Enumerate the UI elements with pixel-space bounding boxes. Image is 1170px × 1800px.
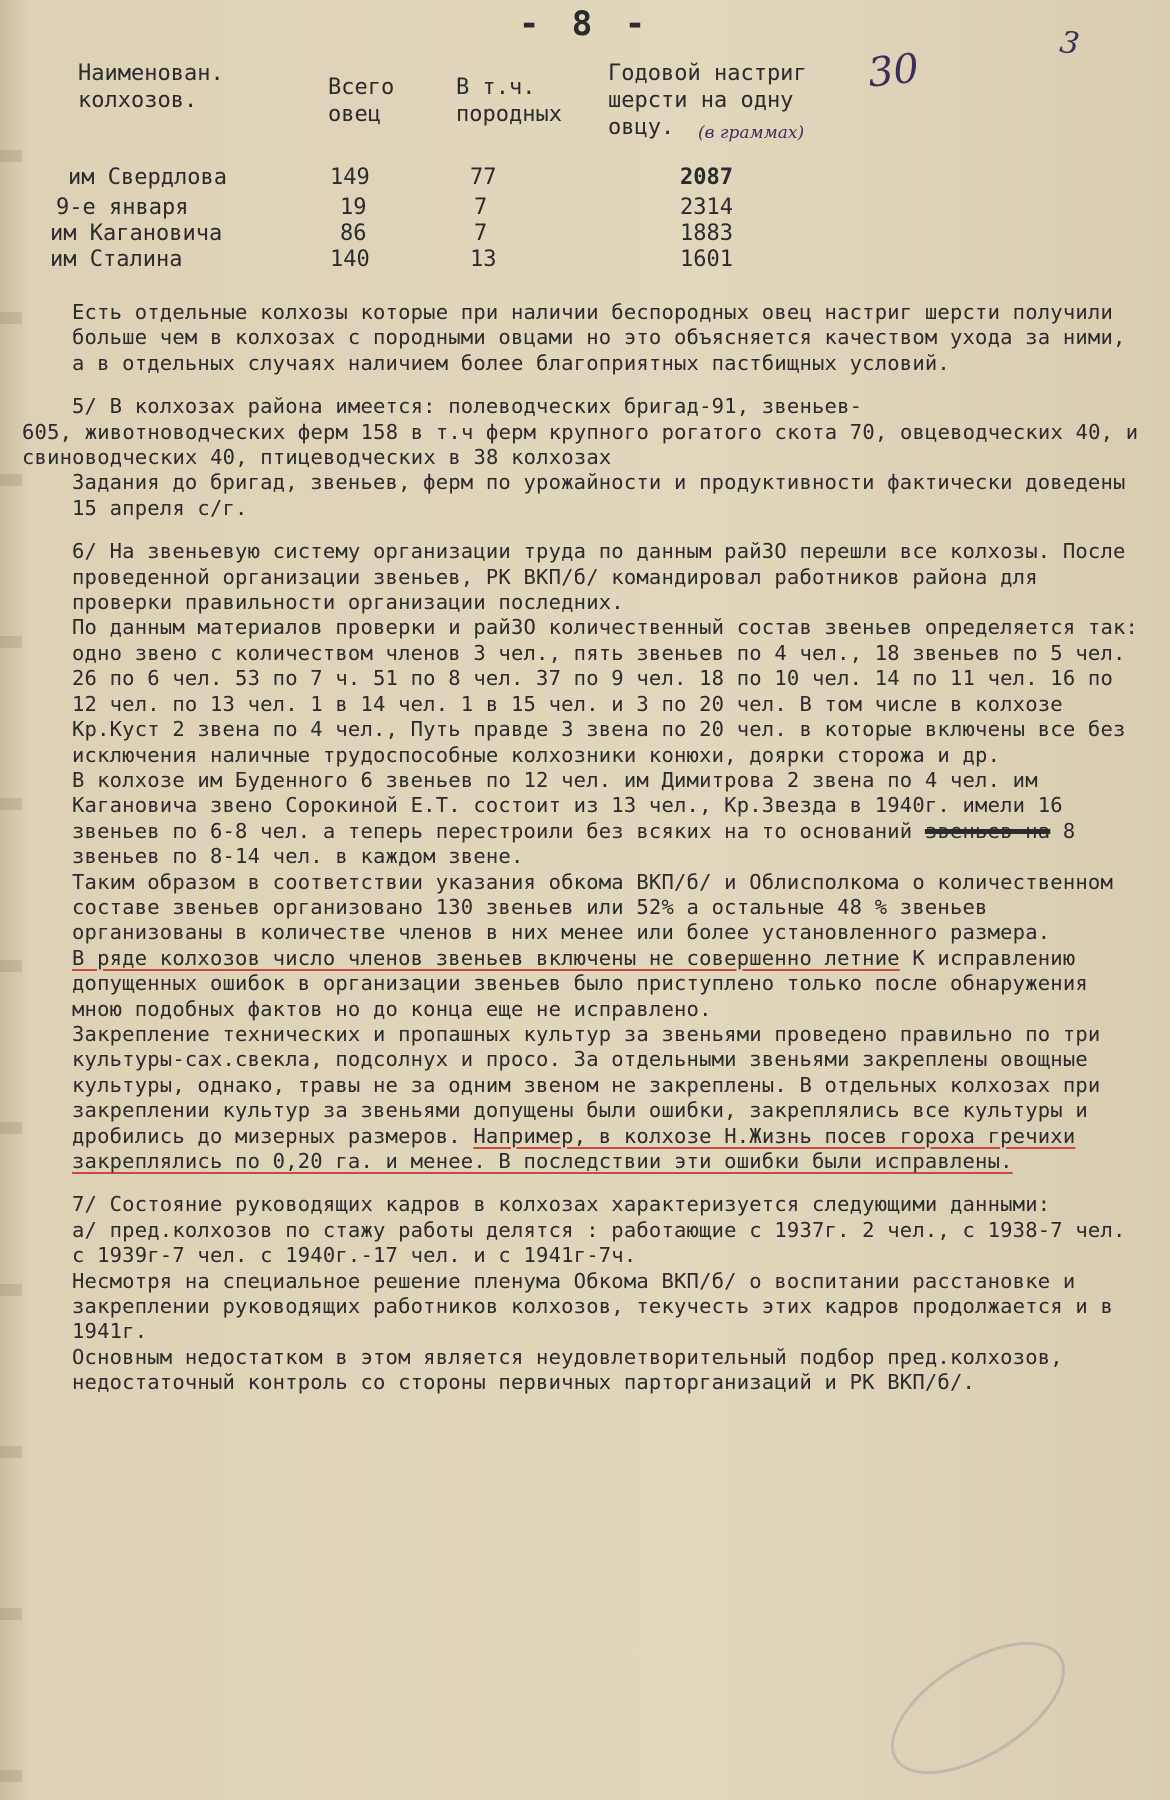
header-total-line2: овец	[328, 102, 381, 127]
paragraph-5-tasks: Задания до бригад, звеньев, ферм по урожайности и продуктивности фактически доведены 15 апреля с/г.	[72, 470, 1126, 520]
binding-edge	[0, 0, 22, 1800]
total-sheep: 140	[330, 247, 370, 272]
paragraph-6-examples-text: В колхозе им Буденного 6 звеньев по 12 чел. им Димитрова 2 звена по 4 чел. им Кагановича звено Сорокиной Е.Т. состоит из 13 чел., Кр.Звезда в 1940г. имели 16 звеньев по 6-8 чел. а теперь перестроили без всяких на то оснований	[72, 767, 1063, 843]
struck-text: звеньев на	[924, 818, 1051, 843]
breed-sheep: 7	[474, 221, 488, 246]
header-incl-line2: породных	[456, 102, 562, 127]
paragraph-6-errors-rest: К исправлению допущенных ошибок в организации звеньев было приступлено только после обнаружения мною подобных фактов но до конца еще не исправлено.	[72, 945, 1088, 1021]
paragraph-7-tenure: а/ пред.колхозов по стажу работы делятся : работающие с 1937г. 2 чел., с 1938-7 чел. с 1939г-7 чел. с 1940г.-17 чел. и с 1941г-7ч.	[72, 1217, 1126, 1268]
table-row	[50, 246, 1078, 276]
handwritten-unit-note: (в граммах)	[698, 123, 805, 143]
total-sheep: 19	[340, 195, 367, 220]
header-name-line1: Наименован.	[78, 61, 224, 86]
farm-name: 9-е января	[56, 195, 189, 220]
table-row	[68, 164, 1078, 194]
shear-per-sheep: 2314	[680, 195, 733, 220]
farm-name: им Кагановича	[50, 221, 223, 246]
header-incl-line1: В т.ч.	[456, 75, 536, 100]
paragraph-6-summary: Таким образом в соответствии указания обкома ВКП/б/ и Облисполкома о количественном составе звеньев организовано 130 звеньев или 52% а остальные 48 % звеньев организованы в количестве членов в них менее или более установленного размера.	[72, 869, 1113, 945]
shear-per-sheep: 1601	[680, 247, 733, 272]
handwritten-corner-mark: 3	[1057, 24, 1082, 63]
handwritten-page-mark: 30	[865, 45, 922, 97]
total-sheep: 86	[340, 221, 367, 246]
farm-name: им Свердлова	[68, 165, 227, 190]
farm-name: им Сталина	[50, 247, 183, 272]
shear-per-sheep: 1883	[680, 221, 733, 246]
paragraph-6-composition: По данным материалов проверки и райЗО количественный состав звеньев определяется так: одно звено с количеством членов 3 чел., пять звеньев по 4 чел., 18 звеньев по 5 чел. 26 по 6 чел. 53 по 7 ч. 51 по 8 чел. 37 по 9 чел. 18 по 10 чел. 14 по 11 чел. 16 по 12 чел. по 13 чел. 1 в 14 чел. 1 в 15 чел. и 3 по 20 чел. В том числе в колхозе Кр.Куст 2 звена по 4 чел., Путь правде 3 звена по 20 чел. в которые включены все без исключения наличные трудоспособные колхозники конюхи, доярки сторожа и др.	[72, 615, 1139, 767]
paragraph-breed-note: Есть отдельные колхозы которые при наличии беспородных овец настриг шерсти получили больше чем в колхозах с породными овцами но это объясняется качеством ухода за ними, а в отдельных случаях наличием более благоприятных пастбищных условий.	[72, 300, 1126, 375]
paragraph-6-crops-text: Закрепление технических и пропашных культур за звеньями проведено правильно по три культуры-сах.свекла, подсолнух и просо. За отдельными звеньями закреплены овощные культуры, однако, травы не за одним звеном не закреплены. В отдельных колхозах при закреплении культур за звеньями допущены были ошибки, закреплялись все культуры и дробились до мизерных размеров.	[72, 1021, 1101, 1148]
breed-sheep: 13	[470, 247, 497, 272]
paragraph-6-crops	[22, 1022, 1142, 1174]
paragraph-7-shortcoming: Основным недостатком в этом является неудовлетворительный подбор пред.колхозов, недостаточный контроль со стороны первичных парторганизаций и РК ВКП/б/.	[72, 1344, 1063, 1395]
paragraph-6-errors	[22, 946, 1142, 1022]
header-name-line2: колхозов.	[78, 88, 198, 113]
red-underlined-example: Например, в колхозе Н.Жизнь посев гороха гречихи закреплялись по 0,20 га. и менее. В последствии эти ошибки были исправлены.	[72, 1123, 1076, 1173]
paragraph-6-examples	[22, 768, 1142, 870]
red-underlined-text: В ряде колхозов число членов звеньев включены не совершенно летние	[72, 945, 900, 970]
paragraph-7-turnover: Несмотря на специальное решение пленума Обкома ВКП/б/ о воспитании расстановке и закреплении руководящих работников колхозов, текучесть этих кадров продолжается и в 1941г.	[72, 1268, 1113, 1344]
paragraph-6-examples-end: 8 звеньев по 8-14 чел. в каждом звене.	[72, 818, 1076, 869]
paragraph-6-intro: 6/ На звеньевую систему организации труда по данным райЗО перешли все колхозы. После проведенной организации звеньев, РК ВКП/б/ командировал работников района для проверки правильности организации последних.	[72, 539, 1126, 615]
paragraph-5-line1: 5/ В колхозах района имеется: полеводческих бригад-91, звеньев-	[72, 394, 863, 419]
header-shear-line2: шерсти на одну	[608, 88, 794, 113]
archive-stamp	[869, 1615, 1086, 1800]
header-shear-line3: овцу.	[608, 115, 675, 140]
total-sheep: 149	[330, 165, 370, 190]
page-number: - 8 -	[518, 4, 652, 44]
shear-per-sheep: 2087	[680, 165, 733, 190]
paragraph-7-intro: 7/ Состояние руководящих кадров в колхозах характеризуется следующими данными:	[72, 1192, 1051, 1217]
paragraph-5-line2: 605, животноводческих ферм 158 в т.ч ферм крупного рогатого скота 70, овцеводческих 40, и свиноводческих 40, птицеводческих в 38 колхозах	[22, 419, 1139, 470]
header-total-line1: Всего	[328, 75, 395, 100]
document-body	[22, 300, 1142, 1396]
breed-sheep: 77	[470, 165, 497, 190]
breed-sheep: 7	[474, 195, 488, 220]
header-shear-line1: Годовой настриг	[608, 61, 807, 86]
